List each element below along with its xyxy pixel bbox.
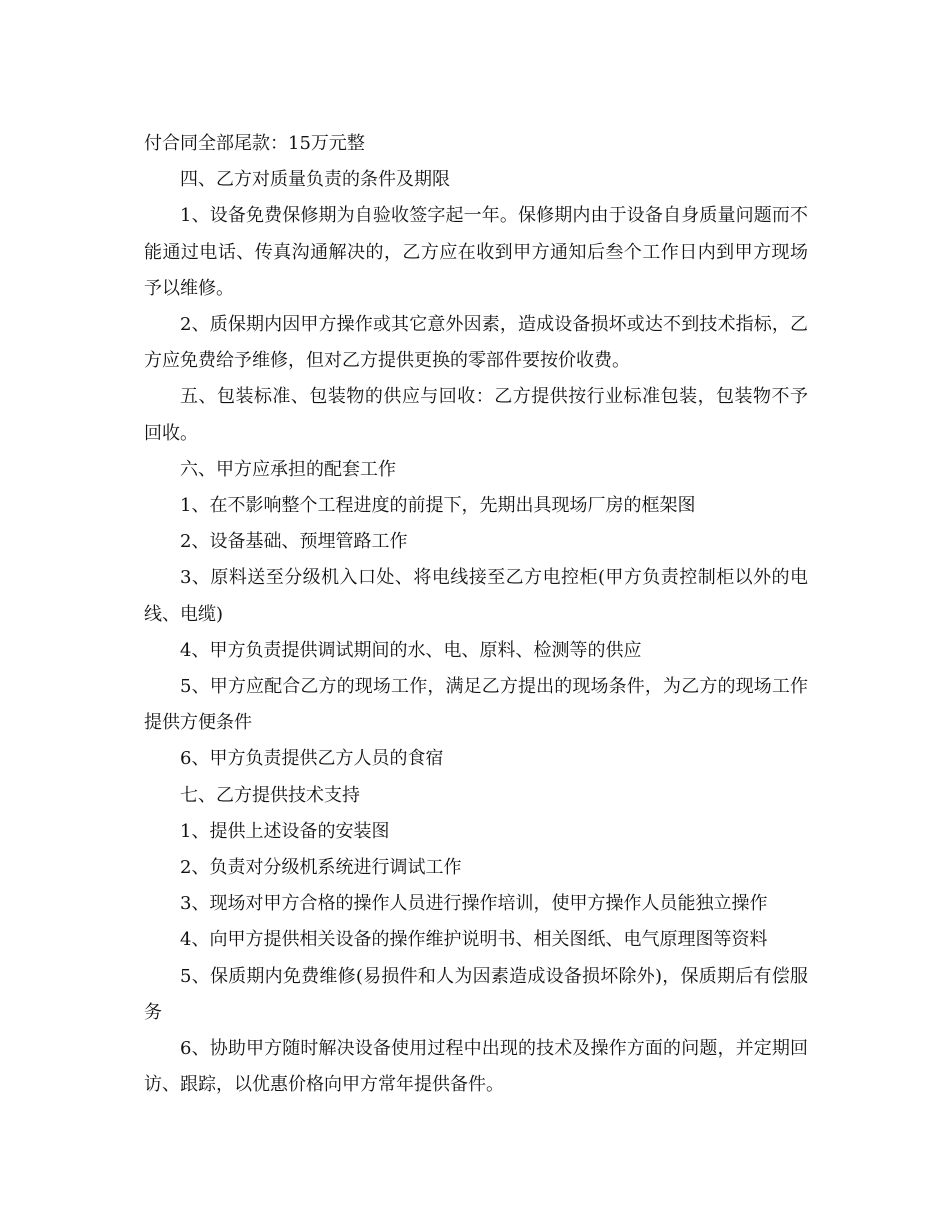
list-item: 6、协助甲方随时解决设备使用过程中出现的技术及操作方面的问题，并定期回访、跟踪，以优惠价格向甲方常年提供备件。 <box>144 1038 808 1096</box>
section-heading-packaging: 五、包装标准、包装物的供应与回收：乙方提供按行业标准包装，包装物不予回收。 <box>144 386 808 444</box>
list-item: 6、甲方负责提供乙方人员的食宿 <box>180 748 444 770</box>
list-item: 5、甲方应配合乙方的现场工作，满足乙方提出的现场条件，为乙方的现场工作提供方便条件 <box>144 676 808 734</box>
section-heading-technical-support: 七、乙方提供技术支持 <box>180 784 360 806</box>
section-heading-quality-terms: 四、乙方对质量负责的条件及期限 <box>180 169 450 191</box>
list-item: 5、保质期内免费维修(易损件和人为因素造成设备损坏除外)，保质期后有偿服务 <box>144 965 808 1023</box>
section-heading-party-a-duties: 六、甲方应承担的配套工作 <box>180 458 396 480</box>
paragraph-final-payment: 付合同全部尾款：15万元整 <box>144 133 365 154</box>
paragraph-warranty-period: 1、设备免费保修期为自验收签字起一年。保修期内由于设备自身质量问题而不能通过电话、传真沟通解决的，乙方应在收到甲方通知后叁个工作日内到甲方现场予以维修。 <box>144 205 808 299</box>
list-item: 4、向甲方提供相关设备的操作维护说明书、相关图纸、电气原理图等资料 <box>180 929 768 951</box>
list-item: 3、现场对甲方合格的操作人员进行操作培训，使甲方操作人员能独立操作 <box>180 893 768 915</box>
document-body <box>144 126 808 1103</box>
paragraph-warranty-exclusions: 2、质保期内因甲方操作或其它意外因素，造成设备损坏或达不到技术指标，乙方应免费给予维修，但对乙方提供更换的零部件要按价收费。 <box>144 314 808 372</box>
list-item: 1、在不影响整个工程进度的前提下，先期出具现场厂房的框架图 <box>180 495 696 517</box>
list-item: 3、原料送至分级机入口处、将电线接至乙方电控柜(甲方负责控制柜以外的电线、电缆) <box>144 567 808 625</box>
list-item: 2、负责对分级机系统进行调试工作 <box>180 857 462 879</box>
list-item: 1、提供上述设备的安装图 <box>180 820 390 842</box>
list-item: 2、设备基础、预埋管路工作 <box>180 531 408 553</box>
list-item: 4、甲方负责提供调试期间的水、电、原料、检测等的供应 <box>180 639 642 661</box>
